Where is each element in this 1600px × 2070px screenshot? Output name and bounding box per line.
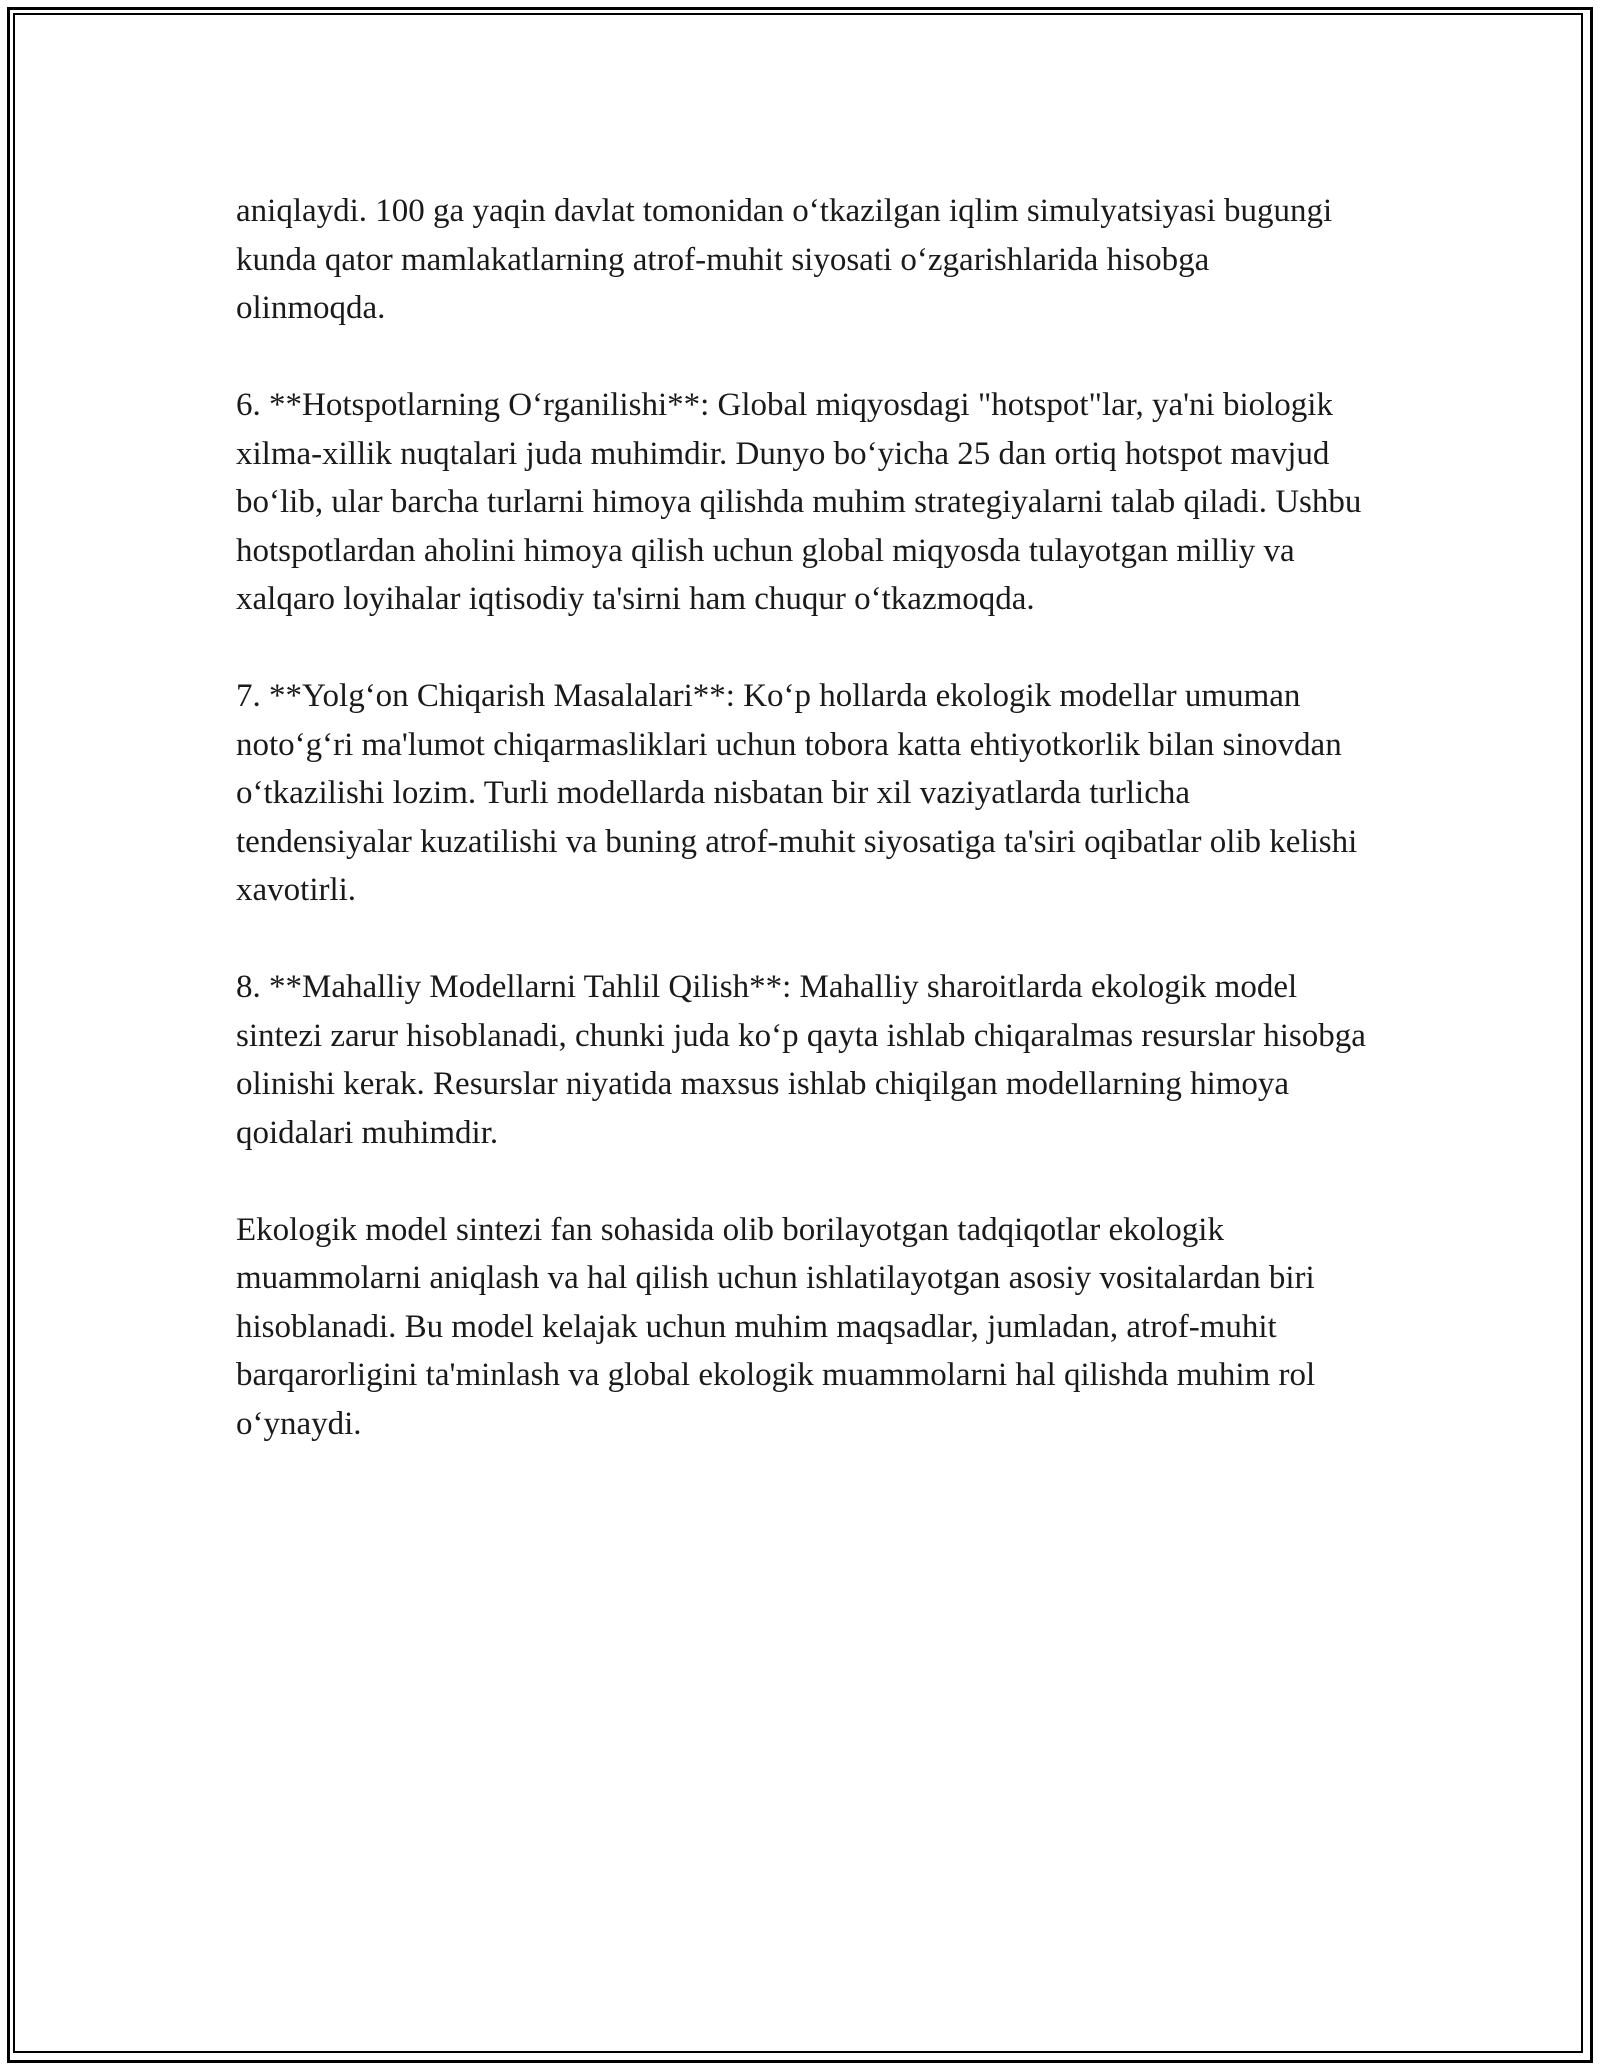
paragraph-conclusion: Ekologik model sintezi fan sohasida olib borilayotgan tadqiqotlar ekologik muammolarni aniqlash va hal qilish uchun ishlatilayotgan asosiy vositalardan biri hisoblanadi. Bu model kelajak uchun muhim maqsadlar, jumladan, atrof-muhit barqarorligini ta'minlash va global ekologik muammolarni hal qilishda muhim rol o‘ynaydi. [236, 1211, 1316, 1442]
paragraph-item-7-false-output: 7. **Yolg‘on Chiqarish Masalalari**: Ko‘p hollarda ekologik modellar umuman noto‘g‘ri ma'lumot chiqarmasliklari uchun tobora katta ehtiyotkorlik bilan sinovdan o‘tkazilishi lozim. Turli modellarda nisbatan bir xil vaziyatlarda turlicha tendensiyalar kuzatilishi va buning atrof-muhit siyosatiga ta'siri oqibatlar olib kelishi xavotirli. [236, 678, 1358, 908]
paragraph-item-6-hotspots: 6. **Hotspotlarning O‘rganilishi**: Global miqyosdagi "hotspot"lar, ya'ni biologik xilma-xillik nuqtalari juda muhimdir. Dunyo bo‘yicha 25 dan ortiq hotspot mavjud bo‘lib, ular barcha turlarni himoya qilishda muhim strategiyalarni talab qiladi. Ushbu hotspotlardan aholini himoya qilish uchun global miqyosda tulayotgan milliy va xalqaro loyihalar iqtisodiy ta'sirni ham chuqur o‘tkazmoqda. [236, 387, 1362, 617]
document-body [236, 187, 1366, 1497]
paragraph-item-8-local-models: 8. **Mahalliy Modellarni Tahlil Qilish**: Mahalliy sharoitlarda ekologik model sintezi zarur hisoblanadi, chunki juda ko‘p qayta ishlab chiqaralmas resurslar hisobga olinishi kerak. Resurslar niyatida maxsus ishlab chiqilgan modellarning himoya qoidalari muhimdir. [236, 969, 1366, 1151]
paragraph-continuation: aniqlaydi. 100 ga yaqin davlat tomonidan o‘tkazilgan iqlim simulyatsiyasi bugungi kunda qator mamlakatlarning atrof-muhit siyosati o‘zgarishlarida hisobga olinmoqda. [236, 193, 1333, 326]
